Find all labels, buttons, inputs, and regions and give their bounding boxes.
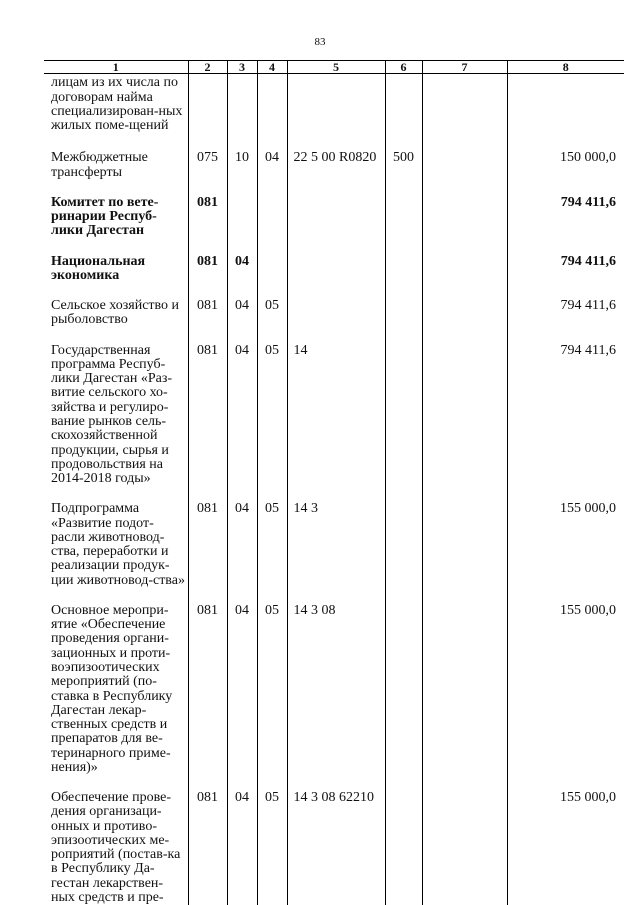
- cell-admin-code: 081: [188, 299, 227, 344]
- cell-subsection: [257, 196, 287, 255]
- cell-target-article: [287, 196, 385, 255]
- cell-name: Сельское хозяйство и рыболовство: [51, 298, 180, 328]
- cell-expense-type: [385, 299, 422, 344]
- cell-amount: 155 000,0: [507, 791, 624, 905]
- table-header: [44, 61, 624, 74]
- table-row: [44, 604, 624, 791]
- cell-amount: 155 000,0: [507, 604, 624, 791]
- cell-target-article: [287, 74, 385, 152]
- cell-subsection: 05: [257, 791, 287, 905]
- cell-name: Национальная экономика: [51, 253, 146, 283]
- cell-subsection: 05: [257, 502, 287, 604]
- header-row: [44, 61, 624, 74]
- cell-name: Подпрограмма «Развитие подот-расли животновод-ства, переработки и реализации продук-ции животновод-ства»: [51, 501, 185, 588]
- cell-amount: 794 411,6: [507, 255, 624, 300]
- cell-section: [227, 196, 257, 255]
- cell-col7: [422, 502, 507, 604]
- header-col-6: 6: [385, 61, 422, 74]
- cell-target-article: 14: [287, 344, 385, 503]
- cell-subsection: 05: [257, 604, 287, 791]
- table-row: [44, 299, 624, 344]
- table-body: [44, 74, 624, 905]
- cell-admin-code: 081: [188, 502, 227, 604]
- cell-amount: 794 411,6: [507, 344, 624, 503]
- cell-target-article: [287, 255, 385, 300]
- table-row: [44, 255, 624, 300]
- cell-target-article: 14 3: [287, 502, 385, 604]
- header-col-5: 5: [287, 61, 385, 74]
- table-row: [44, 791, 624, 905]
- cell-subsection: [257, 255, 287, 300]
- cell-admin-code: 081: [188, 791, 227, 905]
- cell-name: Комитет по вете-ринарии Респуб-лики Дагестан: [51, 194, 159, 239]
- cell-expense-type: [385, 502, 422, 604]
- cell-name: Государственная программа Респуб-лики Дагестан «Раз-витие сельского хо-зяйства и регулиро-вание рынков сель-скохозяйственной продукции, сырья и продовольствия на 2014-2018 годы»: [51, 342, 173, 487]
- table-row: [44, 196, 624, 255]
- header-col-2: 2: [188, 61, 227, 74]
- cell-section: 04: [227, 299, 257, 344]
- cell-col7: [422, 344, 507, 503]
- cell-target-article: 14 3 08: [287, 604, 385, 791]
- cell-section: 04: [227, 604, 257, 791]
- cell-section: [227, 74, 257, 152]
- table-row: [44, 344, 624, 503]
- cell-subsection: [257, 74, 287, 152]
- cell-target-article: 22 5 00 R0820: [287, 151, 385, 196]
- cell-admin-code: [188, 74, 227, 152]
- cell-col7: [422, 791, 507, 905]
- cell-col7: [422, 299, 507, 344]
- cell-name: Основное меропри-ятие «Обеспечение проведения органи-зационных и проти-воэпизоотических мероприятий (по-ставка в Республику Дагестан лекар-ственных средств и препаратов для ве-теринарного приме-нения)»: [51, 602, 173, 775]
- cell-amount: 150 000,0: [507, 151, 624, 196]
- cell-col7: [422, 151, 507, 196]
- cell-expense-type: 500: [385, 151, 422, 196]
- cell-col7: [422, 255, 507, 300]
- cell-expense-type: [385, 196, 422, 255]
- cell-section: 04: [227, 255, 257, 300]
- table-row: [44, 502, 624, 604]
- header-col-3: 3: [227, 61, 257, 74]
- cell-expense-type: [385, 791, 422, 905]
- header-col-4: 4: [257, 61, 287, 74]
- table-row: [44, 151, 624, 196]
- cell-amount: 155 000,0: [507, 502, 624, 604]
- cell-admin-code: 081: [188, 344, 227, 503]
- cell-expense-type: [385, 74, 422, 152]
- cell-admin-code: 075: [188, 151, 227, 196]
- cell-admin-code: 081: [188, 604, 227, 791]
- cell-amount: 794 411,6: [507, 299, 624, 344]
- cell-admin-code: 081: [188, 196, 227, 255]
- budget-table: [44, 60, 624, 905]
- cell-section: 04: [227, 344, 257, 503]
- header-col-8: 8: [507, 61, 624, 74]
- cell-target-article: 14 3 08 62210: [287, 791, 385, 905]
- table-row: [44, 74, 624, 152]
- cell-col7: [422, 604, 507, 791]
- cell-subsection: 05: [257, 344, 287, 503]
- cell-name: Обеспечение прове-дения организаци-онных и противо-эпизоотических ме-роприятий (постав-ка в Республику Да-гестан лекарствен-ных средств и пре-: [51, 790, 181, 905]
- cell-name: Межбюджетные трансферты: [51, 150, 148, 180]
- cell-section: 10: [227, 151, 257, 196]
- page-number: 83: [314, 36, 326, 48]
- cell-name: лицам из их числа по договорам найма специализирован-ных жилых поме-щений: [51, 75, 183, 134]
- cell-subsection: 05: [257, 299, 287, 344]
- cell-subsection: 04: [257, 151, 287, 196]
- cell-section: 04: [227, 791, 257, 905]
- cell-amount: 794 411,6: [507, 196, 624, 255]
- cell-expense-type: [385, 344, 422, 503]
- cell-admin-code: 081: [188, 255, 227, 300]
- cell-col7: [422, 74, 507, 152]
- header-col-1: 1: [44, 61, 188, 74]
- cell-section: 04: [227, 502, 257, 604]
- cell-target-article: [287, 299, 385, 344]
- cell-amount: [507, 74, 624, 152]
- header-col-7: 7: [422, 61, 507, 74]
- cell-expense-type: [385, 255, 422, 300]
- cell-col7: [422, 196, 507, 255]
- cell-expense-type: [385, 604, 422, 791]
